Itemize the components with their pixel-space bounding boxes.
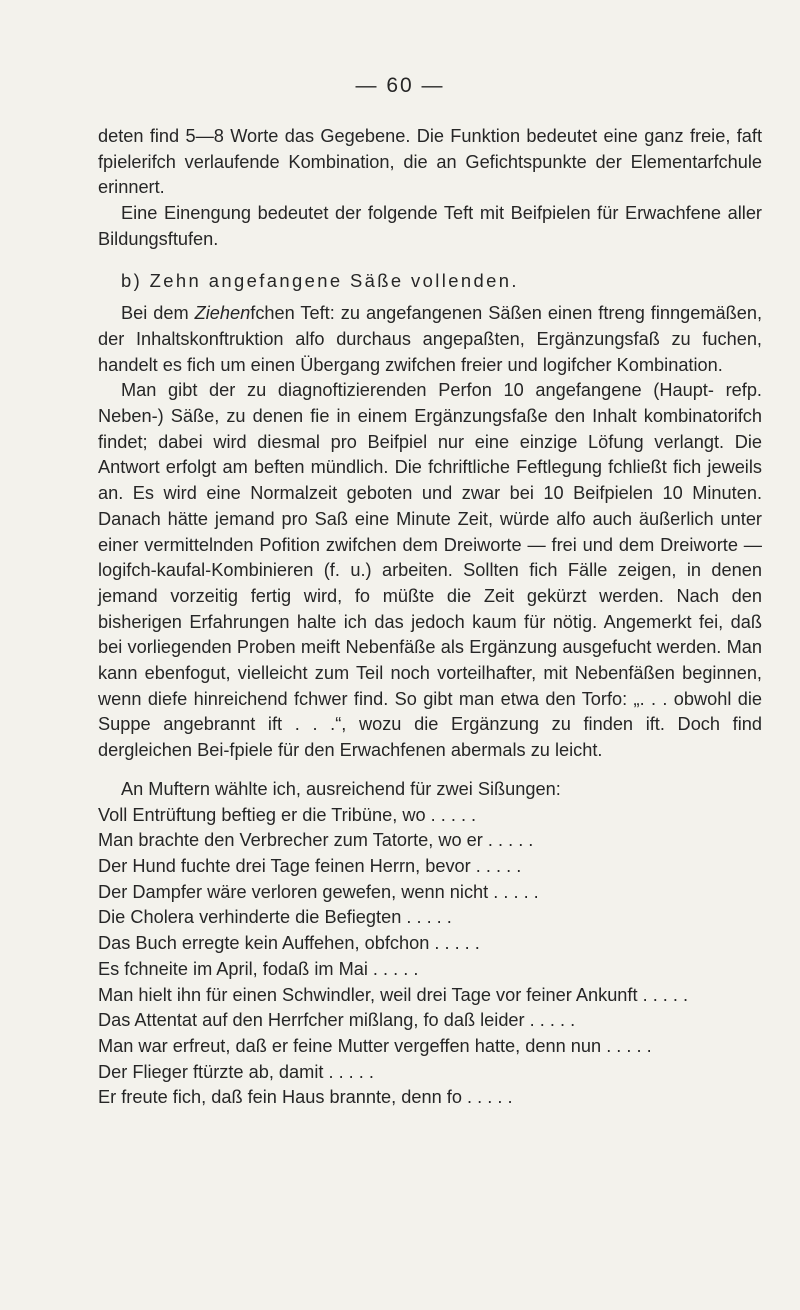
section-b-heading: b) Zehn angefangene Säße vollenden. <box>121 269 519 291</box>
example-item: Man hielt ihn für einen Schwindler, weil drei Tage vor feiner Ankunft . . . . . <box>98 984 689 1005</box>
intro-paragraph-2: Eine Einengung bedeutet der folgende Teft mit Beifpielen für Erwachfene aller Bildungsftufen. <box>98 203 762 249</box>
intro-paragraph-1: deten find 5—8 Worte das Gegebene. Die Funktion bedeutet eine ganz freie, faft fpielerifch verlaufende Kombination, die an Gefichtspunkte der Elementarfchule erinnert. <box>98 126 762 198</box>
example-item: Man war erfreut, daß er feine Mutter vergeffen hatte, denn nun . . . . . <box>98 1035 652 1056</box>
example-item: Voll Entrüftung beftieg er die Tribüne, wo . . . . . <box>98 804 477 825</box>
paragraph-1-rest: fchen Teft: zu angefangenen Säßen einen ftreng finngemäßen, der Inhaltskonftruktion alfo durchaus angepaßten, Ergänzungsfaß zu fuchen, handelt es fich um einen Übergang zwifchen freier und logifcher Kombination. <box>98 303 763 375</box>
examples-list <box>98 803 762 1111</box>
example-item: Er freute fich, daß fein Haus brannte, denn fo . . . . . <box>98 1087 513 1108</box>
example-item: Das Attentat auf den Herrfcher mißlang, fo daß leider . . . . . <box>98 1010 576 1031</box>
examples-intro: An Muftern wählte ich, ausreichend für zwei Sißungen: <box>121 778 561 799</box>
example-item: Es fchneite im April, fodaß im Mai . . . . . <box>98 958 419 979</box>
author-name-italic: Ziehen <box>194 303 251 324</box>
example-item: Man brachte den Verbrecher zum Tatorte, wo er . . . . . <box>98 830 534 851</box>
example-item: Die Cholera verhinderte die Befiegten . . . . . <box>98 907 452 928</box>
page-number: — 60 — <box>355 74 445 97</box>
example-item: Das Buch erregte kein Auffehen, obfchon . . . . . <box>98 933 480 954</box>
section-b-paragraph-2: Man gibt der zu diagnoftizierenden Perfon 10 angefangene (Haupt- refp. Neben-) Säße, zu denen fie in einem Ergänzungsfaße den Inhalt kombinatorifch findet; dabei wird diesmal pro Beifpiel nur eine einzige Löfung verlangt. Die Antwort erfolgt am beften mündlich. Die fchriftliche Feftlegung fchließt fich jeweils an. Es wird eine Normalzeit geboten und zwar bei 10 Beifpielen 10 Minuten. Danach hätte jemand pro Saß eine Minute Zeit, würde alfo auch äußerlich unter einer vermittelnden Pofition zwifchen dem Dreiworte — frei und dem Dreiworte — logifch-kaufal-Kombinieren (f. u.) arbeiten. Sollten fich Fälle zeigen, in denen jemand vorzeitig fertig wird, fo müßte die Zeit gekürzt werden. Nach den bisherigen Erfahrungen halte ich das jedoch kaum für nötig. Angemerkt fei, daß bei vorliegenden Proben meift Nebenfäße als Ergänzung ausgefucht werden. Man kann ebenfogut, vielleicht zum Teil noch vorteilhafter, mit Nebenfäßen beginnen, wenn diefe hinreichend fchwer find. So gibt man etwa den Torfo: „. . . obwohl die Suppe angebrannt ift . . .“, wozu die Ergänzung zu finden ift. Doch find dergleichen Bei-fpiele für den Erwachfenen abermals zu leicht. <box>98 380 762 761</box>
section-b-paragraph-1 <box>98 301 762 378</box>
page-body <box>98 124 762 1111</box>
example-item: Der Hund fuchte drei Tage feinen Herrn, bevor . . . . . <box>98 855 522 876</box>
paragraph-1-prefix: Bei dem <box>121 303 195 324</box>
example-item: Der Dampfer wäre verloren gewefen, wenn nicht . . . . . <box>98 881 539 902</box>
example-item: Der Flieger ftürzte ab, damit . . . . . <box>98 1061 374 1082</box>
